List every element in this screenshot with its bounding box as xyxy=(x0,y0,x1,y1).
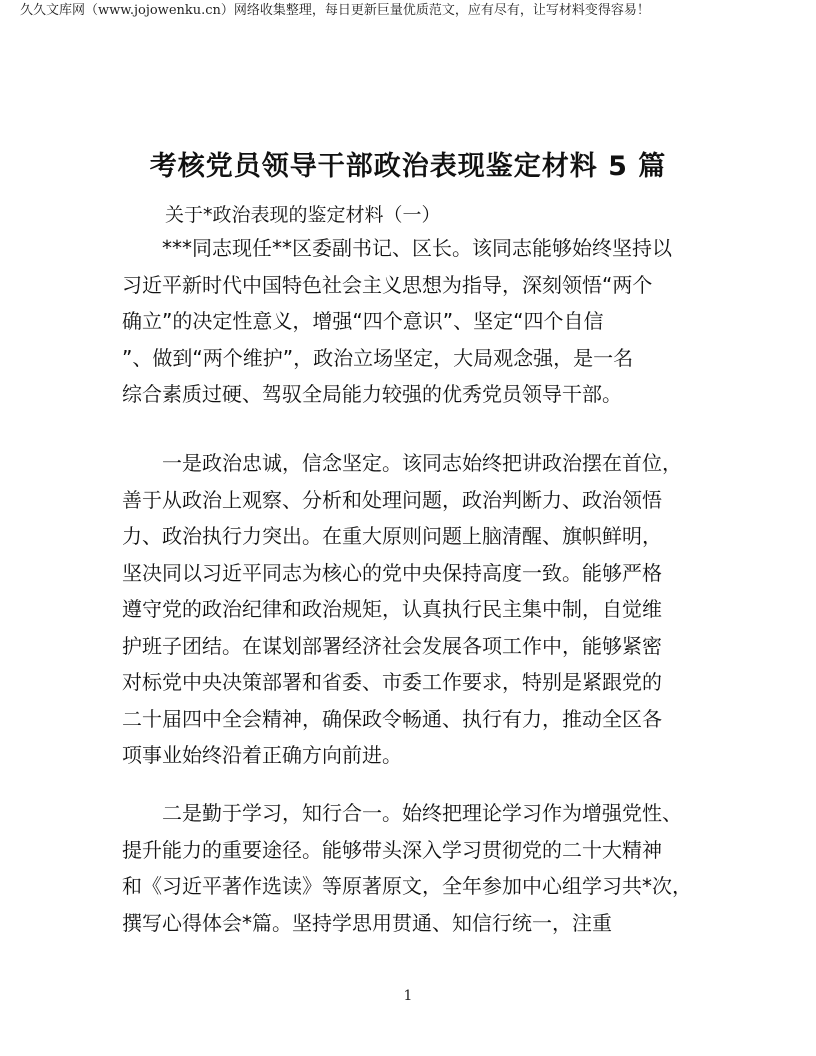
page-number: 1 xyxy=(403,988,413,1004)
paragraph-line: ***同志现任**区委副书记、区长。该同志能够始终坚持以 xyxy=(162,236,672,260)
paragraph-line: ”、做到“两个维护”，政治立场坚定，大局观念强，是一名 xyxy=(122,345,634,370)
paragraph-line: 力、政治执行力突出。在重大原则问题上脑清醒、旗帜鲜明， xyxy=(122,524,662,548)
paragraph-line: 确立”的决定性意义，增强“四个意识”、坚定“四个自信 xyxy=(122,309,604,333)
paragraph-line: 习近平新时代中国特色社会主义思想为指导，深刻领悟“两个 xyxy=(122,272,653,297)
paragraph-line: 二是勤于学习，知行合一。始终把理论学习作为增强党性、 xyxy=(162,801,682,825)
paragraph-intro xyxy=(122,230,707,413)
paragraph-line: 坚决同以习近平同志为核心的党中央保持高度一致。能够严格 xyxy=(122,560,662,585)
paragraph-line: 和《习近平著作选读》等原著原文，全年参加中心组学习共*次， xyxy=(122,874,692,898)
document-subtitle: 关于*政治表现的鉴定材料（一） xyxy=(165,204,441,226)
paragraph-line: 撰写心得体会*篇。坚持学思用贯通、知信行统一，注重 xyxy=(122,910,612,935)
header-note: 久久文库网（www.jojowenku.cn）网络收集整理，每日更新巨量优质范文，应有尽有，让写材料变得容易！ xyxy=(20,3,650,18)
paragraph-line: 一是政治忠诚，信念坚定。该同志始终把讲政治摆在首位， xyxy=(162,451,682,475)
paragraph-line: 对标党中央决策部署和省委、市委工作要求，特别是紧跟党的 xyxy=(122,670,662,694)
paragraph-line: 项事业始终沿着正确方向前进。 xyxy=(122,743,402,767)
document-title: 考核党员领导干部政治表现鉴定材料 5 篇 xyxy=(149,151,667,182)
paragraph-line: 二十届四中全会精神，确保政令畅通、执行有力，推动全区各 xyxy=(122,706,662,731)
paragraph-line: 护班子团结。在谋划部署经济社会发展各项工作中，能够紧密 xyxy=(122,633,662,658)
paragraph-line: 善于从政治上观察、分析和处理问题，政治判断力、政治领悟 xyxy=(122,487,662,512)
paragraph-political-loyalty xyxy=(122,445,707,774)
paragraph-diligent-study xyxy=(122,795,707,941)
paragraph-line: 遵守党的政治纪律和政治规矩，认真执行民主集中制，自觉维 xyxy=(122,597,662,621)
paragraph-line: 综合素质过硬、驾驭全局能力较强的优秀党员领导干部。 xyxy=(122,382,622,406)
paragraph-line: 提升能力的重要途径。能够带头深入学习贯彻党的二十大精神 xyxy=(122,837,662,862)
